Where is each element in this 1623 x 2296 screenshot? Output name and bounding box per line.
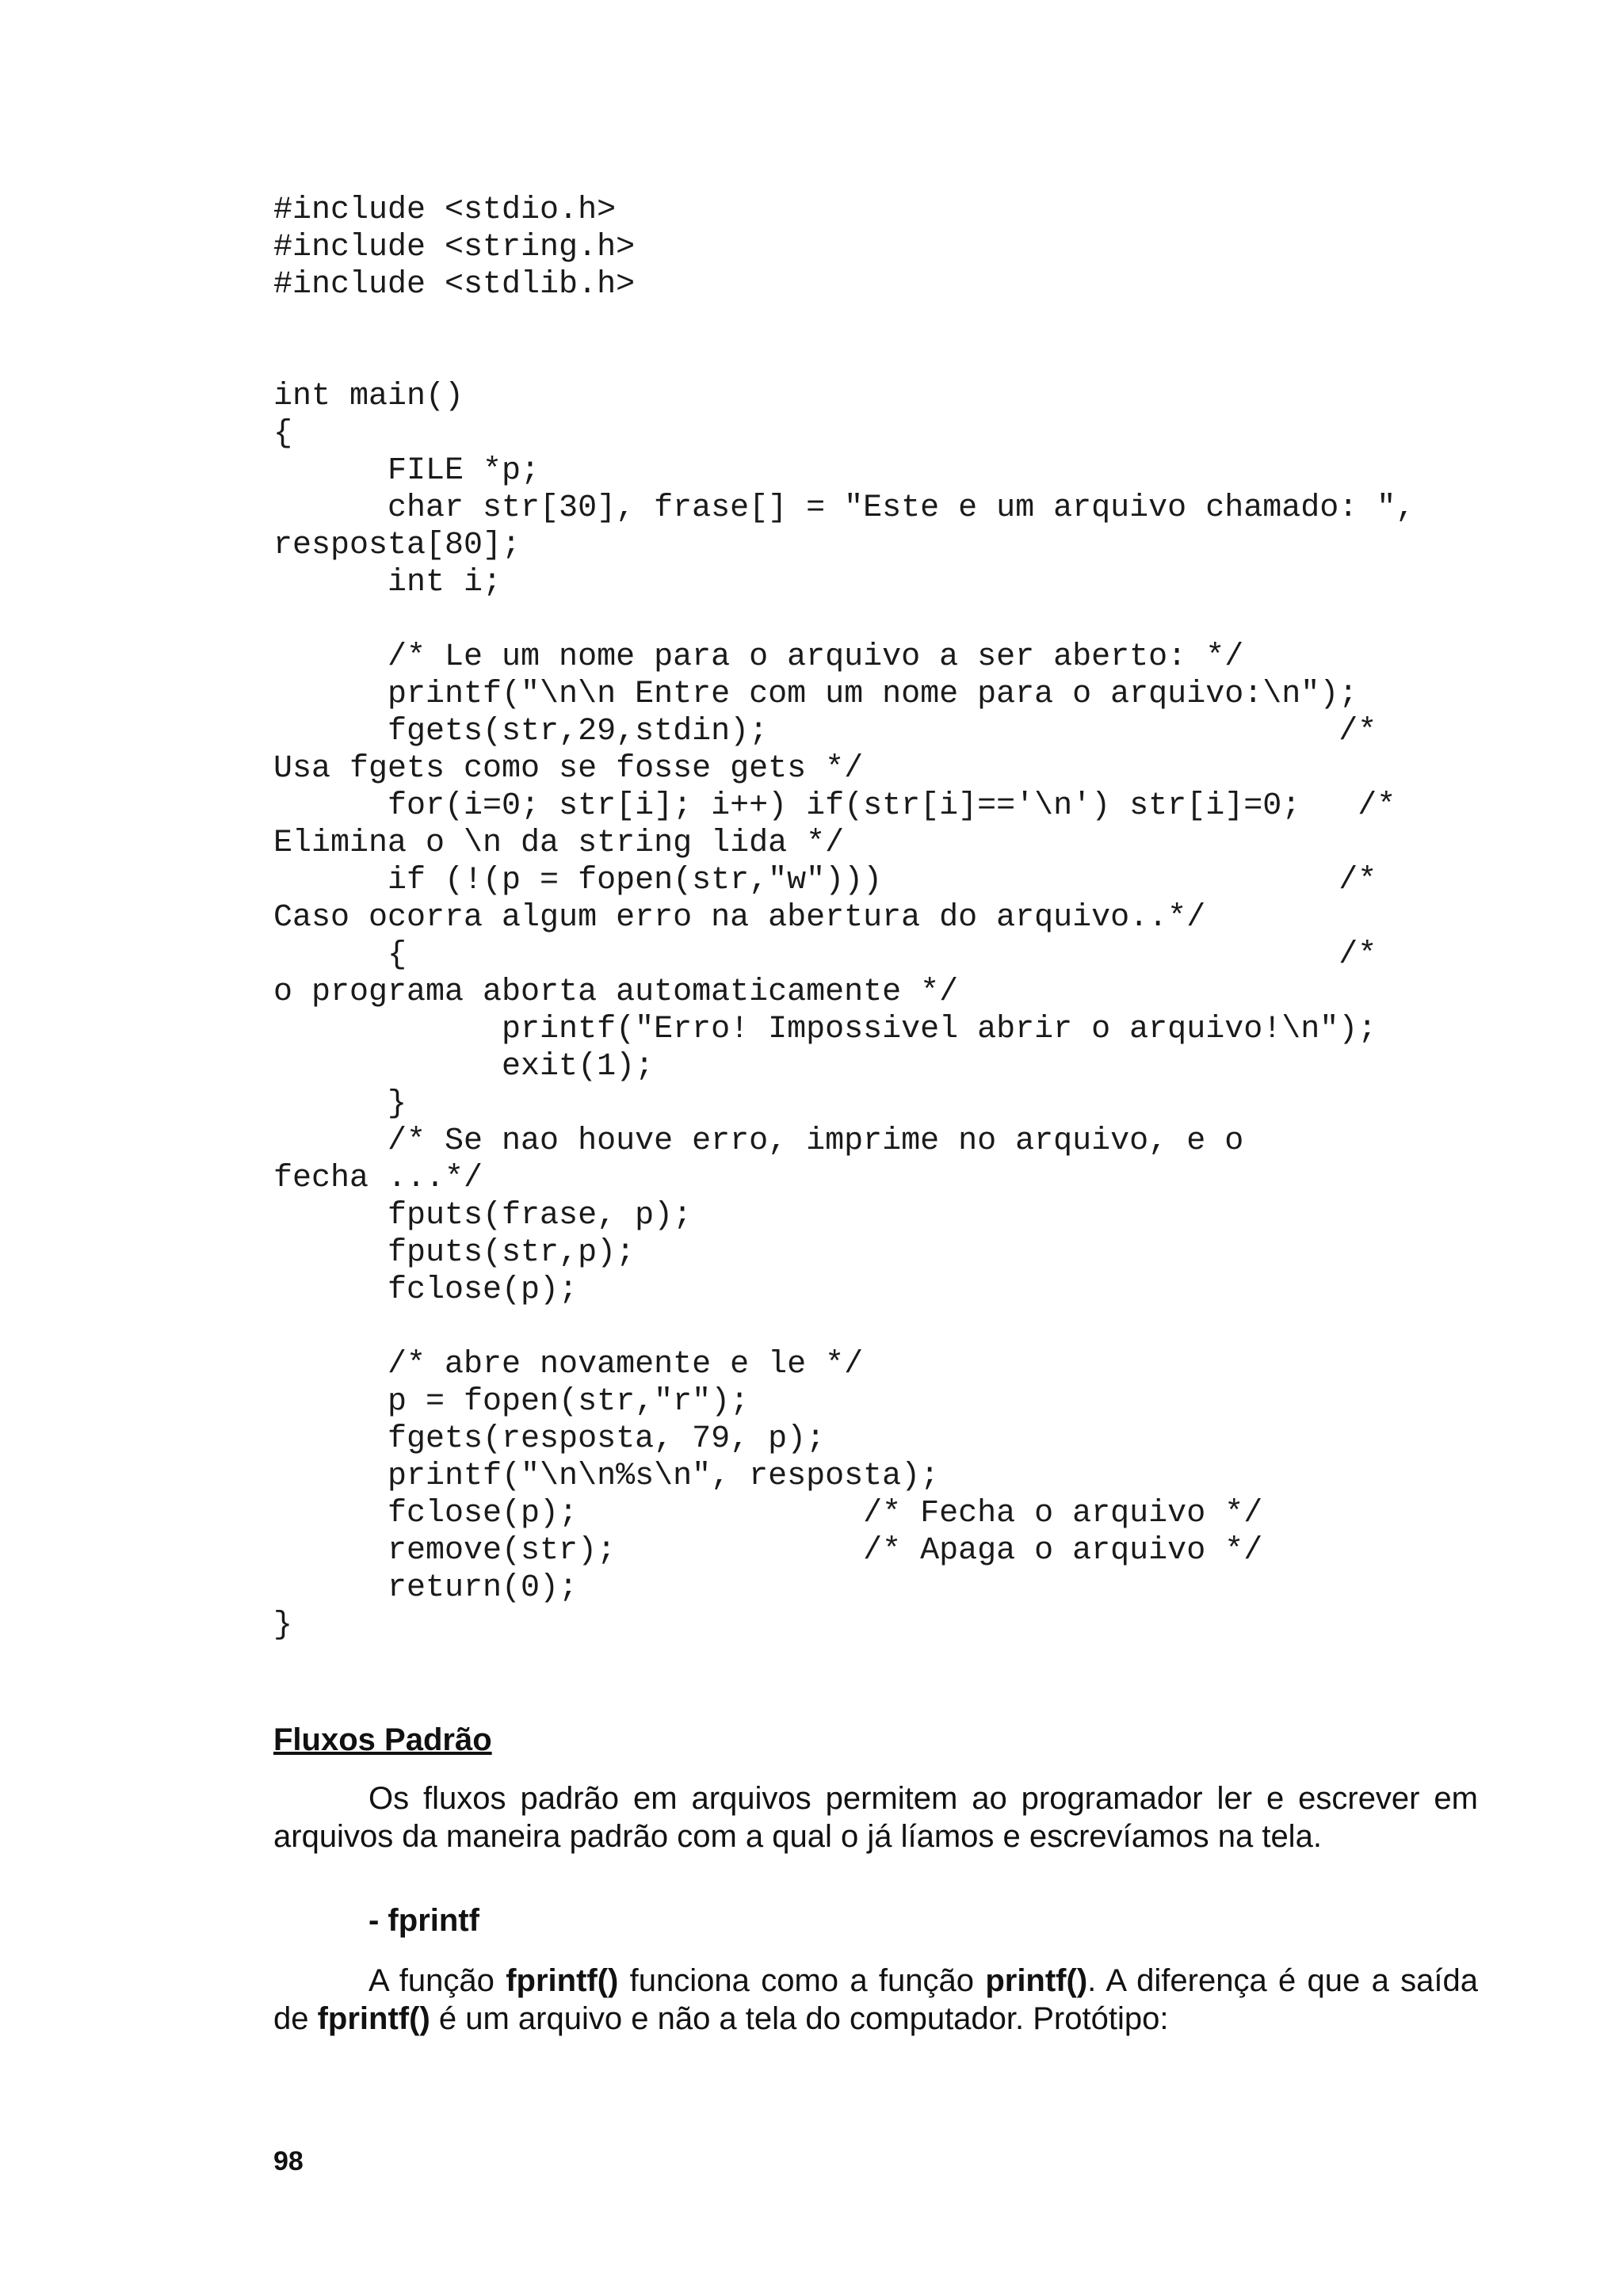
code-line: return(0); [273,1570,579,1606]
code-line: printf("\n\n%s\n", resposta); [273,1459,940,1494]
code-line: Elimina o \n da string lida */ [273,826,845,861]
fprintf-text-3: . A diferença é que a saída de [273,1963,1479,2036]
code-line: if (!(p = fopen(str,"w"))) /* [273,863,1377,898]
code-line: int main() [273,379,464,414]
fprintf-text-2: funciona como a função [618,1963,986,1998]
code-line: printf("Erro! Impossivel abrir o arquivo!\n"); [273,1012,1377,1047]
code-line: fputs(frase, p); [273,1198,693,1234]
code-line: { [273,416,293,452]
code-line: exit(1); [273,1049,655,1085]
code-line [273,341,1494,378]
fprintf-paragraph [273,1962,1478,2038]
code-line: int i; [273,565,502,601]
code-line: for(i=0; str[i]; i++) if(str[i]=='\n') str[i]=0; /* [273,788,1396,824]
section-heading: Fluxos Padrão [273,1722,492,1757]
fprintf-text-1: A função [369,1963,506,1998]
code-line: o programa aborta automaticamente */ [273,974,959,1010]
code-line: Usa fgets como se fosse gets */ [273,751,864,787]
fprintf-subheading: - fprintf [369,1903,479,1938]
code-listing [273,192,1494,1644]
fprintf-bold-1: fprintf() [506,1963,619,1998]
code-line: { /* [273,937,1377,973]
code-line: #include <string.h> [273,230,636,265]
fprintf-bold-2: fprintf() [317,2001,430,2036]
code-line: #include <stdio.h> [273,193,617,228]
code-line [273,601,1494,639]
code-line: fecha ...*/ [273,1161,483,1196]
code-line [273,1309,1494,1346]
code-line: remove(str); /* Apaga o arquivo */ [273,1533,1263,1569]
code-line: /* Le um nome para o arquivo a ser aberto: */ [273,639,1244,675]
code-line: Caso ocorra algum erro na abertura do arquivo..*/ [273,900,1206,936]
code-line: fclose(p); [273,1272,579,1308]
code-line: p = fopen(str,"r"); [273,1384,750,1420]
code-line: #include <stdlib.h> [273,267,636,303]
code-line: } [273,1086,407,1122]
code-line: /* Se nao houve erro, imprime no arquivo, e o [273,1123,1244,1159]
intro-paragraph [273,1779,1478,1855]
code-line: resposta[80]; [273,528,521,563]
code-line: fputs(str,p); [273,1235,636,1271]
fprintf-text-4: é um arquivo e não a tela do computador. Protótipo: [430,2001,1169,2036]
code-line: printf("\n\n Entre com um nome para o arquivo:\n"); [273,677,1358,712]
code-line: fclose(p); /* Fecha o arquivo */ [273,1496,1263,1531]
code-line: } [273,1608,293,1643]
code-line: fgets(resposta, 79, p); [273,1421,826,1457]
code-line: char str[30], frase[] = "Este e um arquivo chamado: ", [273,490,1415,526]
intro-text: Os fluxos padrão em arquivos permitem ao programador ler e escrever em arquivos da maneira padrão com a qual o já líamos e escrevíamos na tela. [273,1781,1478,1854]
code-line: fgets(str,29,stdin); /* [273,714,1377,749]
printf-bold: printf() [985,1963,1088,1998]
code-line [273,303,1494,341]
code-line: FILE *p; [273,453,540,489]
code-line: /* abre novamente e le */ [273,1347,864,1383]
page-number: 98 [273,2146,304,2176]
